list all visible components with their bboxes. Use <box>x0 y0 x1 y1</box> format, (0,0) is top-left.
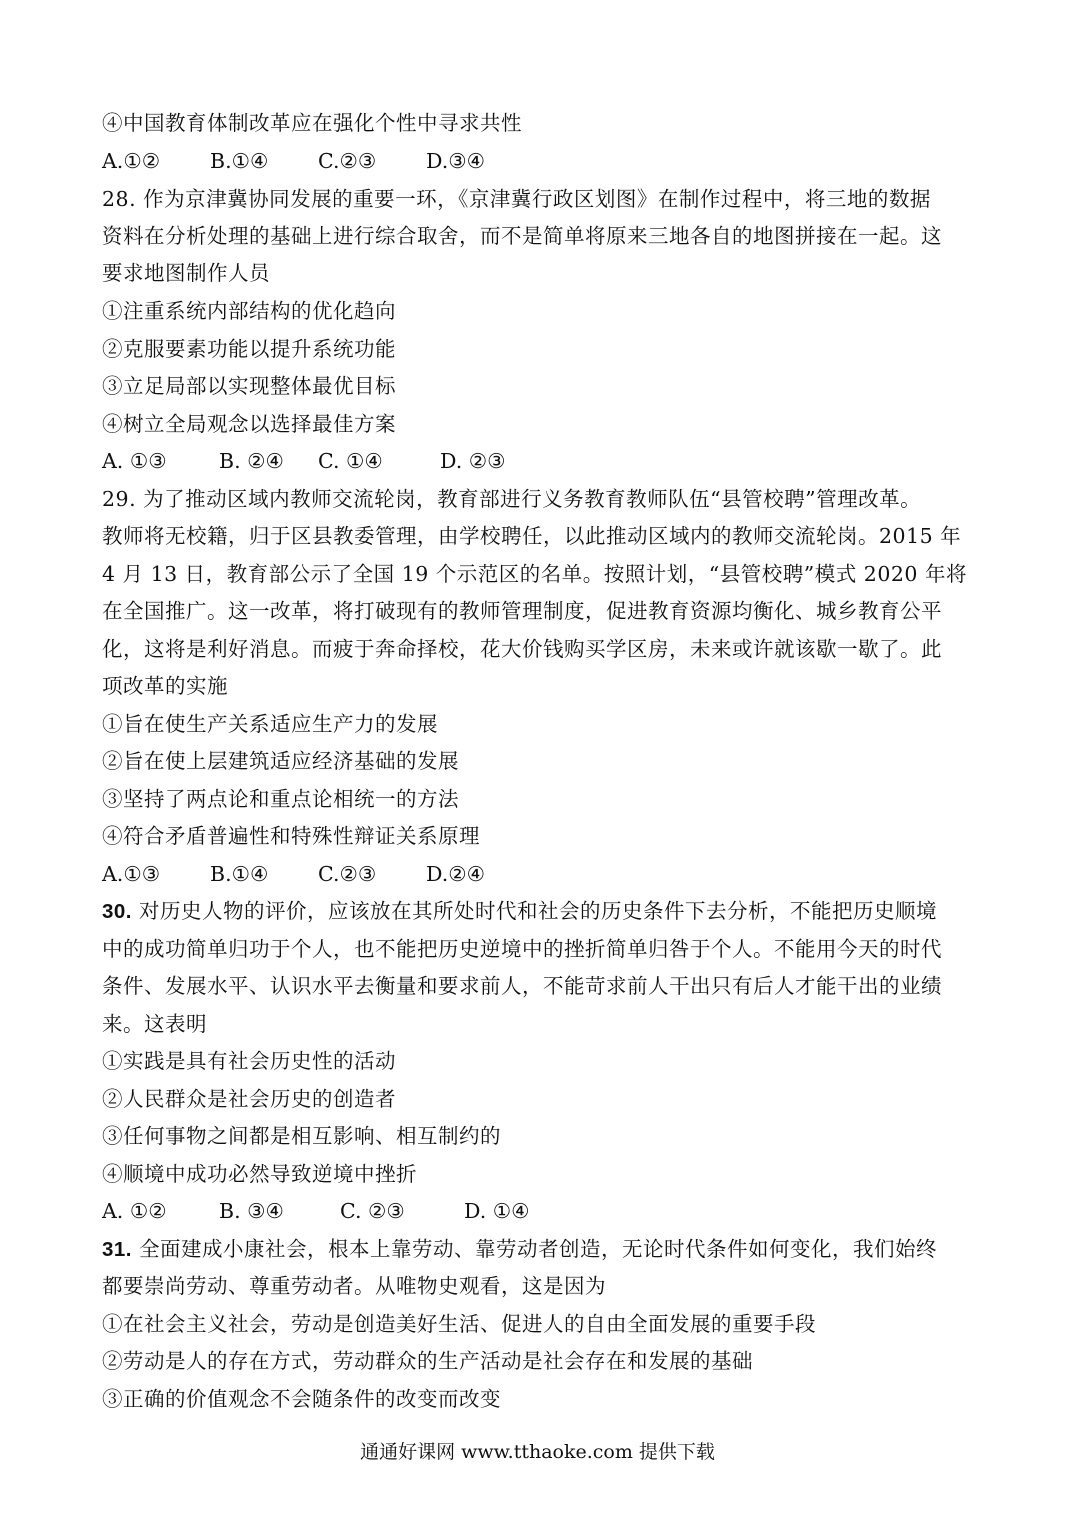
question-29-item-4: ④符合矛盾普遍性和特殊性辩证关系原理 <box>102 824 480 848</box>
option-d: D. ②③ <box>440 449 506 473</box>
question-30-line-4: 来。这表明 <box>102 1012 207 1036</box>
question-28-item-1: ①注重系统内部结构的优化趋向 <box>102 299 396 323</box>
option-a: A. ①② <box>102 1199 167 1223</box>
question-29-item-1: ①旨在使生产关系适应生产力的发展 <box>102 712 438 736</box>
option-b: B. ③④ <box>219 1199 284 1223</box>
question-30-number: 30. <box>102 900 132 923</box>
page-footer: 通通好课网 www.tthaoke.com 提供下载 <box>360 1441 715 1463</box>
question-29-line-5: 化，这将是利好消息。而疲于奔命择校，花大价钱购买学区房，未来或许就该歇一歇了。此 <box>102 637 942 661</box>
option-a: A. ①③ <box>102 449 167 473</box>
question-30-line-1 <box>102 892 982 930</box>
option-c: C.②③ <box>318 862 377 886</box>
question-30-item-1: ①实践是具有社会历史性的活动 <box>102 1049 396 1073</box>
question-28-item-4: ④树立全局观念以选择最佳方案 <box>102 412 396 436</box>
option-d: D.③④ <box>426 149 485 173</box>
option-b: B. ②④ <box>219 449 284 473</box>
option-b: B.①④ <box>210 149 269 173</box>
option-d: D.②④ <box>426 862 485 886</box>
question-31-item-2: ②劳动是人的存在方式，劳动群众的生产活动是社会存在和发展的基础 <box>102 1349 753 1373</box>
question-28-line-1: 28. 作为京津冀协同发展的重要一环，《京津冀行政区划图》在制作过程中，将三地的数据 <box>102 187 931 211</box>
question-31-text: 全面建成小康社会，根本上靠劳动、靠劳动者创造，无论时代条件如何变化，我们始终 <box>132 1237 938 1261</box>
option-c: C. ①④ <box>318 449 383 473</box>
option-a: A.①③ <box>102 862 161 886</box>
question-30-text: 对历史人物的评价，应该放在其所处时代和社会的历史条件下去分析，不能把历史顺境 <box>132 899 938 923</box>
option-c: C.②③ <box>318 149 377 173</box>
question-30-item-3: ③任何事物之间都是相互影响、相互制约的 <box>102 1124 501 1148</box>
question-31-line-2: 都要崇尚劳动、尊重劳动者。从唯物史观看，这是因为 <box>102 1274 606 1298</box>
question-29-line-3: 4 月 13 日，教育部公示了全国 19 个示范区的名单。按照计划，“县管校聘”模式 2020 年将 <box>102 562 967 586</box>
option-b: B.①④ <box>210 862 269 886</box>
question-28-item-3: ③立足局部以实现整体最优目标 <box>102 374 396 398</box>
question-30-item-2: ②人民群众是社会历史的创造者 <box>102 1087 396 1111</box>
question-27-item-4: ④中国教育体制改革应在强化个性中寻求共性 <box>102 111 522 135</box>
question-29-line-6: 项改革的实施 <box>102 674 228 698</box>
question-29-line-2: 教师将无校籍，归于区县教委管理，由学校聘任，以此推动区域内的教师交流轮岗。2015 年 <box>102 524 962 548</box>
question-31-line-1 <box>102 1230 982 1268</box>
question-30-line-2: 中的成功简单归功于个人，也不能把历史逆境中的挫折简单归咎于个人。不能用今天的时代 <box>102 937 942 961</box>
question-30-item-4: ④顺境中成功必然导致逆境中挫折 <box>102 1162 417 1186</box>
question-29-line-1: 29. 为了推动区域内教师交流轮岗，教育部进行义务教育教师队伍“县管校聘”管理改革。 <box>102 487 922 511</box>
question-28-line-3: 要求地图制作人员 <box>102 261 270 285</box>
question-31-item-3: ③正确的价值观念不会随条件的改变而改变 <box>102 1387 501 1411</box>
option-a: A.①② <box>102 149 161 173</box>
option-d: D. ①④ <box>464 1199 530 1223</box>
question-29-line-4: 在全国推广。这一改革，将打破现有的教师管理制度，促进教育资源均衡化、城乡教育公平 <box>102 599 942 623</box>
question-29-item-2: ②旨在使上层建筑适应经济基础的发展 <box>102 749 459 773</box>
question-28-line-2: 资料在分析处理的基础上进行综合取舍，而不是简单将原来三地各自的地图拼接在一起。这 <box>102 224 942 248</box>
question-30-line-3: 条件、发展水平、认识水平去衡量和要求前人，不能苛求前人干出只有后人才能干出的业绩 <box>102 974 942 998</box>
question-31-number: 31. <box>102 1238 132 1261</box>
question-29-item-3: ③坚持了两点论和重点论相统一的方法 <box>102 787 459 811</box>
question-28-item-2: ②克服要素功能以提升系统功能 <box>102 337 396 361</box>
option-c: C. ②③ <box>340 1199 405 1223</box>
question-31-item-1: ①在社会主义社会，劳动是创造美好生活、促进人的自由全面发展的重要手段 <box>102 1312 816 1336</box>
